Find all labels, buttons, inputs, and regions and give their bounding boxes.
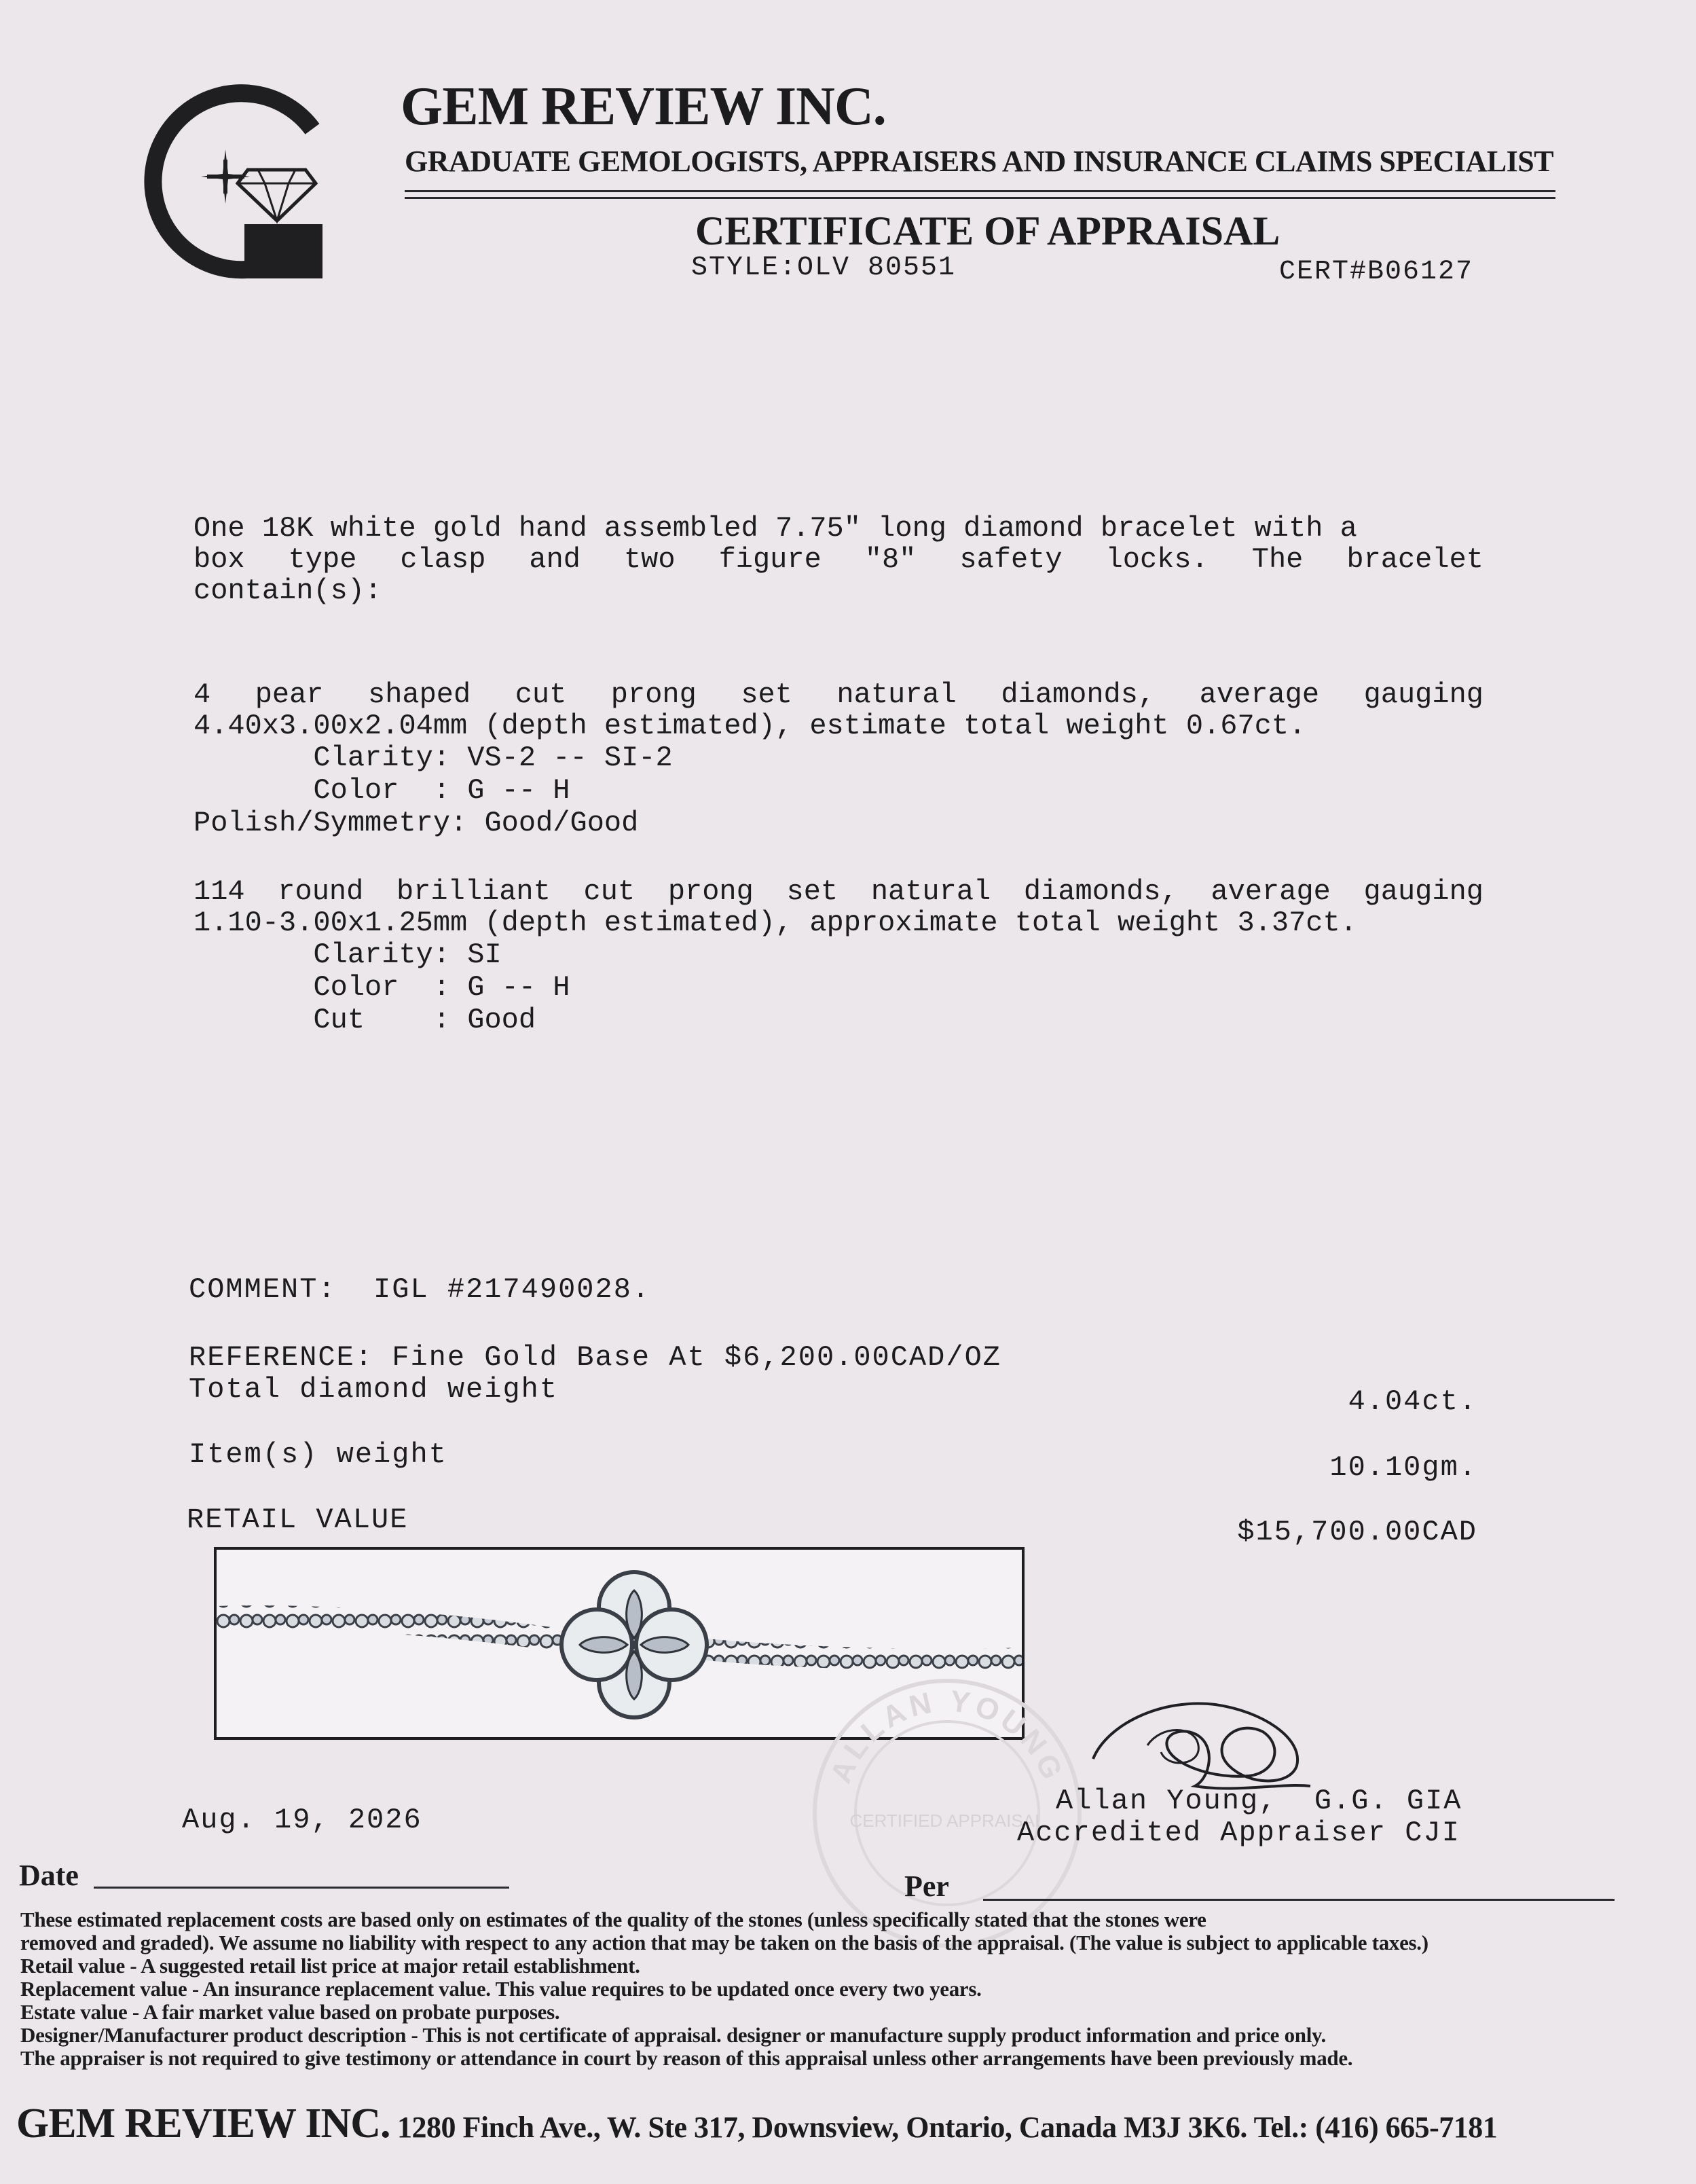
seal-text: ALLAN YOUNG <box>824 1684 1071 1788</box>
date-underline <box>94 1887 509 1889</box>
pear-diamonds-section <box>193 679 1483 839</box>
pear-color: Color : G -- H <box>193 774 570 807</box>
date-label: Date <box>19 1859 79 1892</box>
item-description <box>193 513 1483 606</box>
disclaimer-line: These estimated replacement costs are based only on estimates of the quality of the stones (unless specifically stated that the stones were <box>20 1908 1206 1931</box>
retail-value-label: RETAIL VALUE <box>187 1504 409 1536</box>
disclaimer-line: removed and graded). We assume no liability with respect to any action that may be taken on the basis of the appraisal. (The value is subject to applicable taxes.) <box>20 1931 1428 1954</box>
item-weight-value: 10.10gm. <box>1329 1451 1477 1484</box>
round-diamonds-section <box>193 876 1483 1036</box>
round-color: Color : G -- H <box>193 971 570 1004</box>
footer-address: 1280 Finch Ave., W. Ste 317, Downsview, Ontario, Canada M3J 3K6. Tel.: (416) 665-7181 <box>390 2111 1498 2144</box>
total-diamond-weight-label: Total diamond weight <box>189 1373 559 1406</box>
header-divider <box>405 197 1555 199</box>
description-line: contain(s): <box>193 575 382 607</box>
per-label: Per <box>904 1870 949 1903</box>
diamond-icon <box>238 170 316 221</box>
appraiser-name: Allan Young, G.G. GIA <box>1056 1785 1462 1817</box>
disclaimer-line: Replacement value - An insurance replacement value. This value requires to be updated once every two years. <box>20 1977 982 2001</box>
round-cut: Cut : Good <box>193 1004 536 1036</box>
footer-company-name: GEM REVIEW INC. <box>16 2100 390 2147</box>
clover-motif <box>561 1572 707 1717</box>
certificate-number: CERT#B06127 <box>1279 257 1474 287</box>
appraisal-date: Aug. 19, 2026 <box>182 1804 422 1836</box>
disclaimer-line: Retail value - A suggested retail list price at major retail establishment. <box>20 1954 640 1978</box>
svg-text:ALLAN YOUNG <box>824 1684 1071 1787</box>
appraiser-credential: Accredited Appraiser CJI <box>1017 1817 1460 1849</box>
disclaimer-line: Estate value - A fair market value based on probate purposes. <box>20 2000 560 2024</box>
total-diamond-weight-value: 4.04ct. <box>1348 1385 1477 1418</box>
description-line: box type clasp and two figure "8" safety locks. The bracelet <box>193 543 1483 576</box>
comment-line: COMMENT: IGL #217490028. <box>189 1273 651 1306</box>
round-diamonds-line: 114 round brilliant cut prong set natural diamonds, average gauging <box>193 875 1483 908</box>
round-diamonds-line: 1.10-3.00x1.25mm (depth estimated), approximate total weight 3.37ct. <box>193 907 1357 939</box>
style-number: STYLE:OLV 80551 <box>691 253 957 283</box>
company-name: GEM REVIEW INC. <box>401 77 886 136</box>
company-tagline: GRADUATE GEMOLOGISTS, APPRAISERS AND INSURANCE CLAIMS SPECIALIST <box>405 145 1554 178</box>
document-title: CERTIFICATE OF APPRAISAL <box>695 208 1280 253</box>
pear-diamonds-line: 4 pear shaped cut prong set natural diamonds, average gauging <box>193 678 1483 711</box>
retail-value-amount: $15,700.00CAD <box>1237 1516 1477 1548</box>
round-clarity: Clarity: SI <box>193 939 502 971</box>
reference-line: REFERENCE: Fine Gold Base At $6,200.00CAD/OZ <box>189 1341 1001 1374</box>
disclaimer <box>20 1908 1677 2070</box>
disclaimer-line: The appraiser is not required to give testimony or attendance in court by reason of this appraisal unless other arrangements have been previously made. <box>20 2046 1353 2070</box>
disclaimer-line: Designer/Manufacturer product description - This is not certificate of appraisal. designer or manufacture supply product information and price only. <box>20 2023 1326 2047</box>
pear-diamonds-line: 4.40x3.00x2.04mm (depth estimated), estimate total weight 0.67ct. <box>193 710 1306 742</box>
handwritten-signature <box>1080 1684 1324 1800</box>
per-underline <box>983 1899 1615 1901</box>
footer <box>16 2100 1497 2148</box>
header-divider <box>405 190 1555 192</box>
pear-clarity: Clarity: VS-2 -- SI-2 <box>193 742 673 774</box>
company-logo <box>143 81 333 285</box>
description-line: One 18K white gold hand assembled 7.75" long diamond bracelet with a <box>193 512 1357 545</box>
pear-polish-symmetry: Polish/Symmetry: Good/Good <box>193 807 639 839</box>
item-weight-label: Item(s) weight <box>189 1438 447 1471</box>
seal-inner-text: CERTIFIED APPRAISAL <box>849 1810 1045 1831</box>
